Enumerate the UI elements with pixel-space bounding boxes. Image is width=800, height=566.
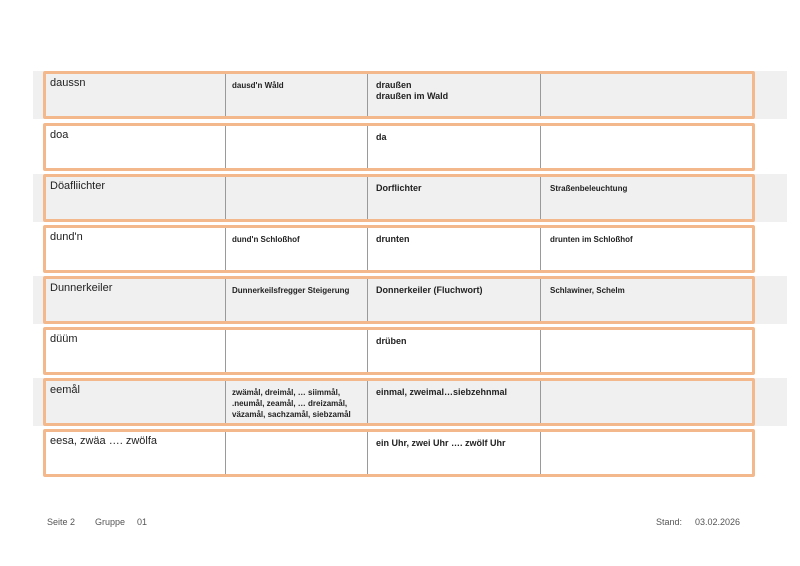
additional-meaning: Straßenbeleuchtung [540, 177, 740, 219]
table-row [33, 174, 787, 222]
dialect-term: daussn [50, 77, 86, 89]
dialect-term: eesa, zwäa …. zwölfa [50, 435, 157, 447]
dialect-term: dund'n [50, 231, 83, 243]
group-value: 01 [137, 517, 148, 527]
dialect-term: doa [50, 129, 69, 141]
additional-meaning: drunten im Schloßhof [540, 228, 740, 270]
additional-meaning: Schlawiner, Schelm [540, 279, 740, 321]
standard-german: drüben [367, 330, 540, 372]
additional-meaning [540, 381, 740, 423]
group-label: Gruppe [95, 517, 126, 527]
dialect-example: zwämål, dreimål, … siimmål, .neumål, zeamål, … dreizamål, väzamål, sachzamål, siebzamål [225, 381, 367, 423]
additional-meaning [540, 74, 740, 116]
dialect-term: eemål [50, 384, 80, 396]
page-number: Seite 2 [47, 517, 76, 527]
table-row [33, 225, 787, 273]
standard-german: Dorflichter [367, 177, 540, 219]
dialect-term: Döafliichter [50, 180, 106, 192]
status-date: 03.02.2026 [695, 517, 741, 527]
table-row [33, 429, 787, 477]
dialect-example [225, 126, 367, 168]
table-row [33, 378, 787, 426]
dialect-example: dausd'n Wåld [225, 74, 367, 116]
table-row [33, 327, 787, 375]
standard-german: draußen draußen im Wald [367, 74, 540, 116]
status-label: Stand: [656, 517, 683, 527]
additional-meaning [540, 330, 740, 372]
dialect-term: düüm [50, 333, 78, 345]
standard-german: Donnerkeiler (Fluchwort) [367, 279, 540, 321]
table-row [33, 123, 787, 171]
dialect-example [225, 432, 367, 474]
table-row [33, 276, 787, 324]
dialect-term: Dunnerkeiler [50, 282, 113, 294]
standard-german: drunten [367, 228, 540, 270]
additional-meaning [540, 126, 740, 168]
table-row [33, 71, 787, 119]
dialect-example: Dunnerkeilsfregger Steigerung [225, 279, 367, 321]
dialect-example: dund'n Schloßhof [225, 228, 367, 270]
standard-german: da [367, 126, 540, 168]
additional-meaning [540, 432, 740, 474]
standard-german: ein Uhr, zwei Uhr …. zwölf Uhr [367, 432, 540, 474]
dialect-example [225, 177, 367, 219]
dialect-example [225, 330, 367, 372]
standard-german: einmal, zweimal…siebzehnmal [367, 381, 540, 423]
